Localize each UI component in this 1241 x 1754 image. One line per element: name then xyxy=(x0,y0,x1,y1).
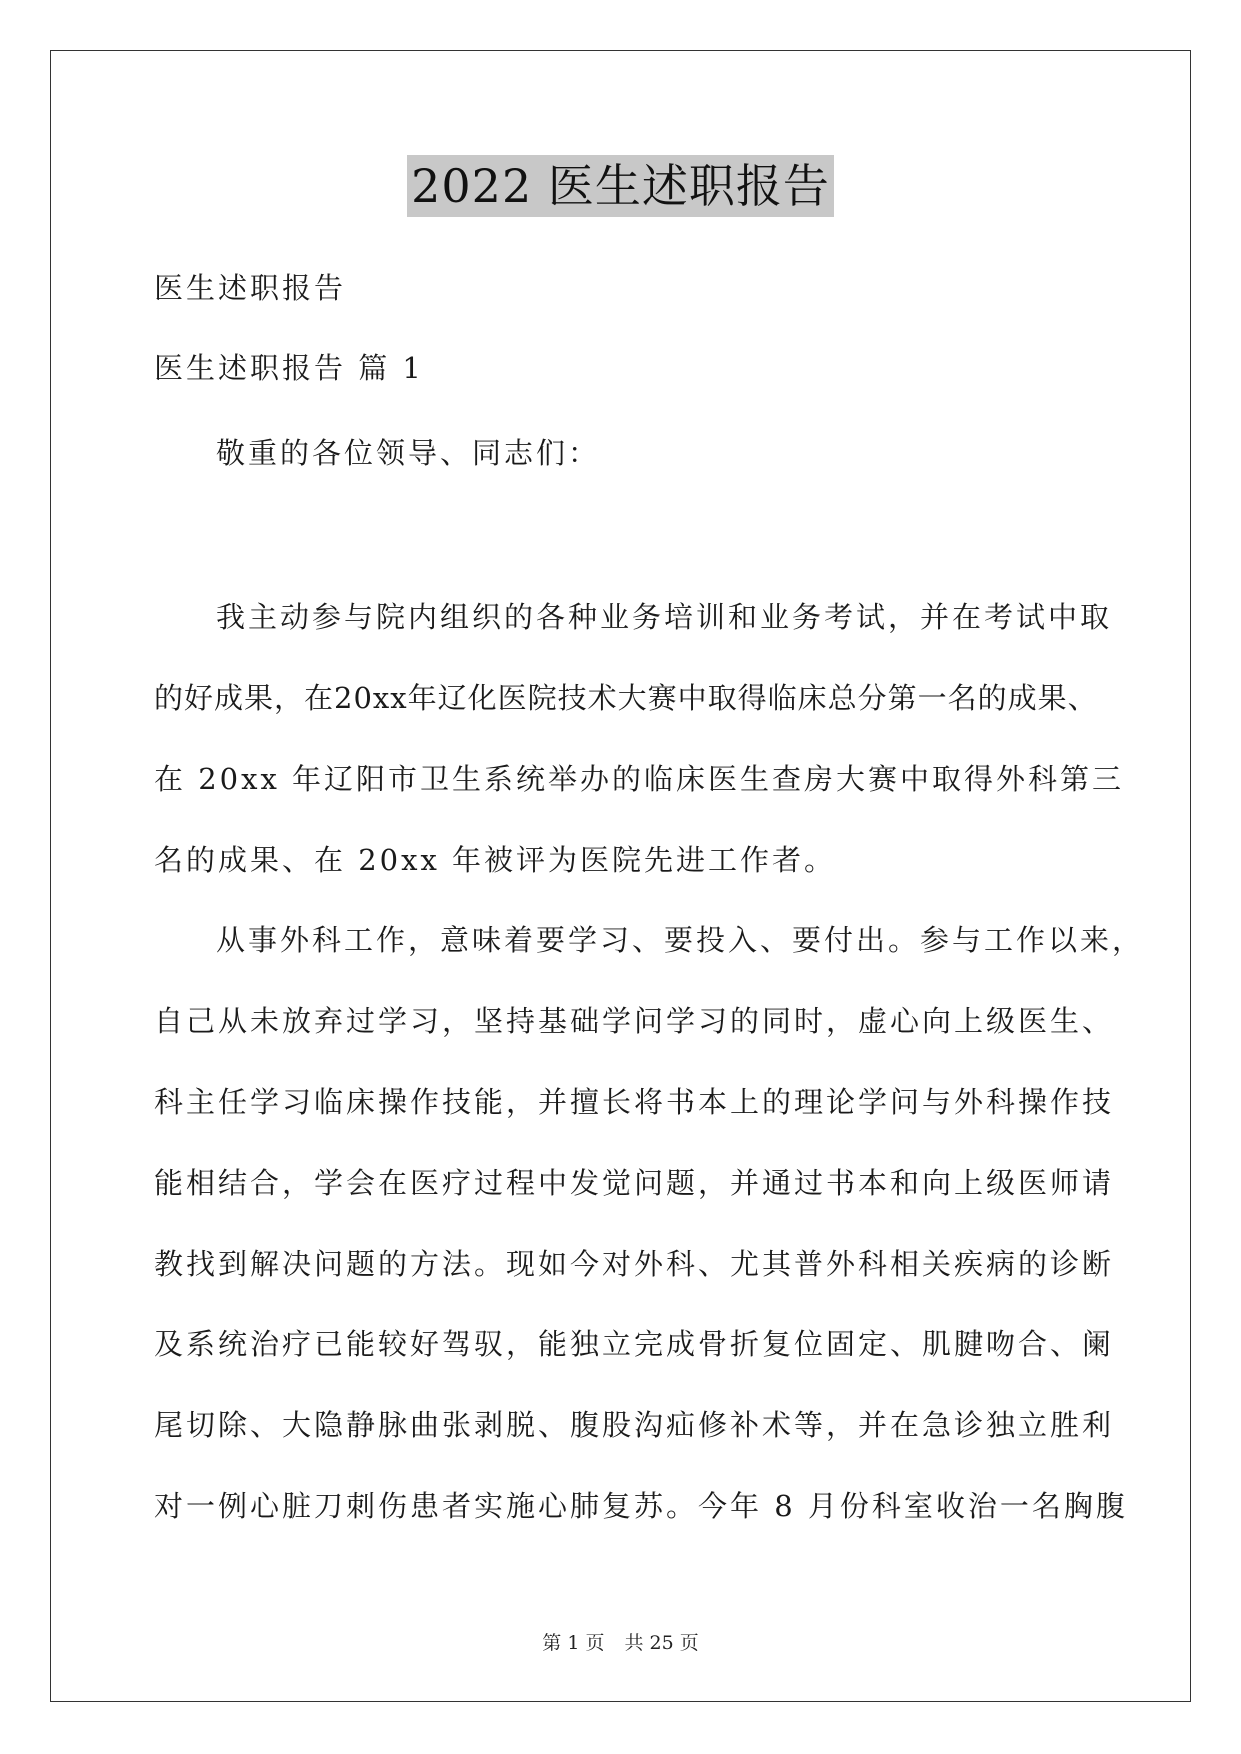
text-line: 我主动参与院内组织的各种业务培训和业务考试，并在考试中取 xyxy=(216,600,1113,634)
text-line: 及系统治疗已能较好驾驭，能独立完成骨折复位固定、肌腱吻合、阑 xyxy=(154,1327,1115,1361)
text-line: 名的成果、在 20xx 年被评为医院先进工作者。 xyxy=(154,843,837,877)
text-line: 从事外科工作，意味着要学习、要投入、要付出。参与工作以来， xyxy=(216,923,1145,957)
page-footer xyxy=(0,1630,1241,1656)
text-line: 在 20xx 年辽阳市卫生系统举办的临床医生查房大赛中取得外科第三 xyxy=(154,762,1125,796)
text-line: 能相结合，学会在医疗过程中发觉问题，并通过书本和向上级医师请 xyxy=(154,1166,1115,1200)
text-line: 科主任学习临床操作技能，并擅长将书本上的理论学问与外科操作技 xyxy=(154,1085,1115,1119)
text-line: 医生述职报告 篇 1 xyxy=(154,351,424,385)
page-number: 第 1 页 xyxy=(542,1632,605,1654)
text-line: 尾切除、大隐静脉曲张剥脱、腹股沟疝修补术等，并在急诊独立胜利 xyxy=(154,1408,1115,1442)
page-total: 共 25 页 xyxy=(624,1632,699,1654)
text-line: 医生述职报告 xyxy=(154,271,347,305)
text-line: 的好成果，在20xx年辽化医院技术大赛中取得临床总分第一名的成果、 xyxy=(154,681,1098,715)
text-line: 自己从未放弃过学习，坚持基础学问学习的同时，虚心向上级医生、 xyxy=(154,1004,1115,1038)
text-line: 敬重的各位领导、同志们： xyxy=(216,436,601,470)
title-container xyxy=(0,155,1241,217)
text-line: 教找到解决问题的方法。现如今对外科、尤其普外科相关疾病的诊断 xyxy=(154,1247,1115,1281)
text-line: 对一例心脏刀刺伤患者实施心肺复苏。今年 8 月份科室收治一名胸腹 xyxy=(154,1489,1128,1523)
document-title: 2022 医生述职报告 xyxy=(407,155,834,217)
